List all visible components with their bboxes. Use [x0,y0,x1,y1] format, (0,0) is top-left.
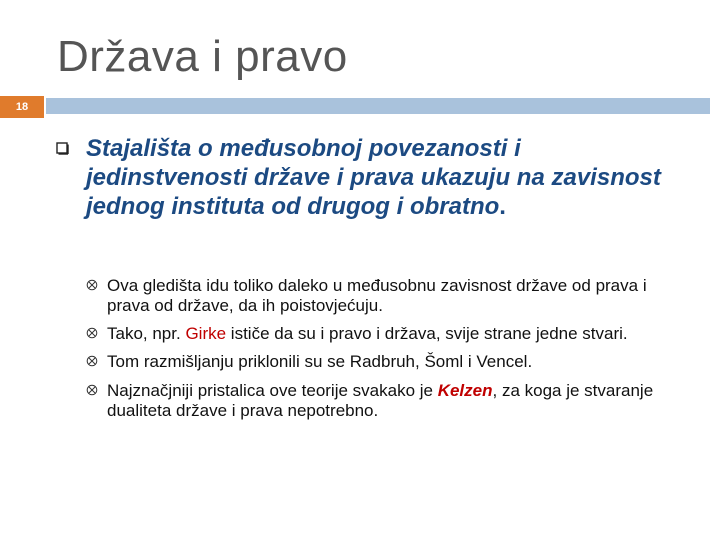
circle-cross-bullet-icon [86,279,98,291]
title-rule-divider [44,96,46,114]
sub-point-text-after: ističe da su i pravo i država, svije strane jedne stvari. [226,324,628,343]
hollow-square-bullet-icon [56,142,69,155]
circle-cross-bullet-icon [86,384,98,396]
main-point-period: . [499,193,506,220]
sub-point-text: Ova gledišta idu toliko daleko u međusobnu zavisnost države od prava i prava od države, da ih poistovjećuju. [107,276,647,315]
sub-point-item [86,381,686,421]
sub-point-item [86,324,686,344]
sub-point-text-after: , za koga je stvaranje dualiteta države i prava nepotrebno. [107,381,654,420]
circle-cross-bullet-icon [86,327,98,339]
sub-point-text: Tom razmišljanju priklonili su se Radbruh, Šoml i Vencel. [107,352,533,371]
sub-point-text-before: Tako, npr. [107,324,186,343]
sub-point-item [86,352,686,372]
main-point-body: Stajališta o međusobnoj povezanosti i jedinstvenosti države i prava ukazuju na zavisnost jednog instituta od drugog i obratno [86,135,661,220]
circle-cross-bullet-icon [86,355,98,367]
sub-point-item [86,276,686,316]
title-rule-bar [46,98,710,114]
main-point-text [86,134,686,221]
author-name-kelzen: Kelzen [437,381,493,400]
sub-point-text-before: Najznačjniji pristalica ove teorije svakako je [107,381,438,400]
slide-number-badge: 18 [0,96,44,118]
author-name-girke: Girke [185,324,227,343]
slide-title: Država i pravo [57,32,348,81]
sub-point-list [86,276,686,421]
